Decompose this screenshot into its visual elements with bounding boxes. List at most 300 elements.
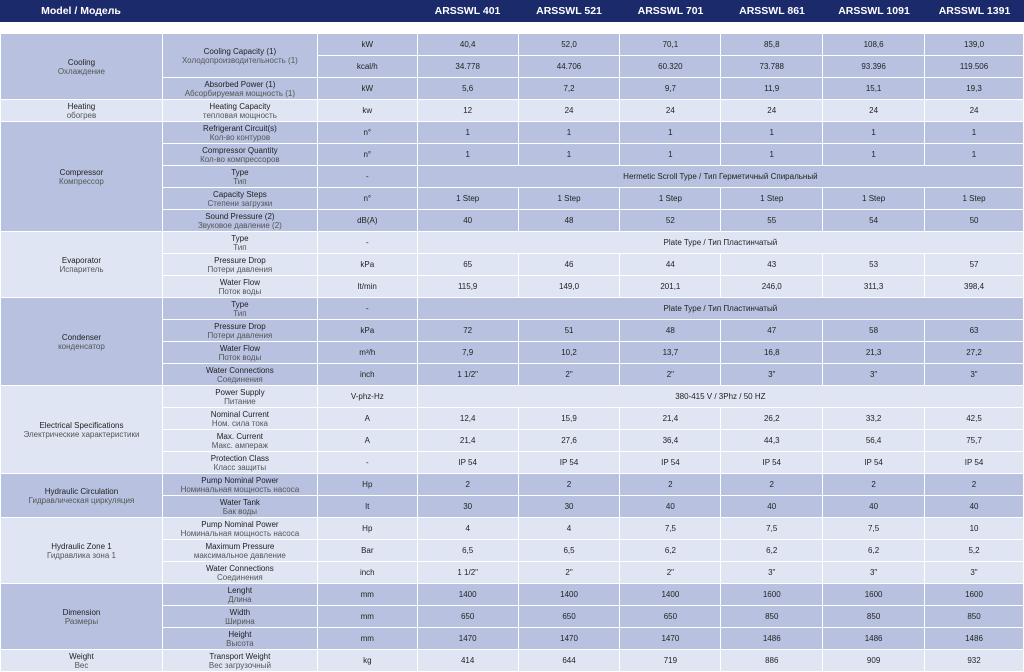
model-name: ARSSWL 1091 [838, 5, 910, 17]
value-cell: 7,9 [417, 342, 518, 364]
unit-cell: kPa [317, 320, 417, 342]
group-label-en: Hydraulic Zone 1 [51, 541, 112, 551]
value-cell: 12,4 [417, 408, 518, 430]
value-cell: 85,8 [721, 34, 823, 56]
value-cell: 10 [925, 518, 1024, 540]
unit-cell: Hp [317, 474, 417, 496]
value-cell: 1 [417, 122, 518, 144]
param-label-ru: максимальное давление [193, 550, 286, 560]
unit-cell: m³/h [317, 342, 417, 364]
value-cell: 40 [925, 496, 1024, 518]
param-label-ru: Кол-во контуров [209, 132, 271, 142]
param-label-en: Cooling Capacity (1) [203, 46, 277, 56]
value-cell: 27,2 [925, 342, 1024, 364]
value-cell: 72 [417, 320, 518, 342]
param-label-en: Water Tank [219, 497, 260, 507]
unit-cell: inch [317, 364, 417, 386]
value-cell: 4 [417, 518, 518, 540]
param-label [162, 232, 317, 254]
param-label-en: Heating Capacity [209, 101, 271, 111]
param-label [162, 276, 317, 298]
value-cell: 1 1/2" [417, 364, 518, 386]
param-label [162, 452, 317, 474]
param-label [162, 166, 317, 188]
value-cell: 2" [518, 562, 620, 584]
value-cell: 1 [925, 144, 1024, 166]
unit-cell: A [317, 430, 417, 452]
param-label-en: Type [231, 167, 249, 177]
param-label-ru: Ширина [225, 616, 255, 626]
value-cell: 201,1 [620, 276, 721, 298]
value-cell: 40 [417, 210, 518, 232]
unit-cell: V-phz-Hz [317, 386, 417, 408]
value-cell: 1400 [620, 584, 721, 606]
value-cell: 139,0 [925, 34, 1024, 56]
unit-cell: kg [317, 650, 417, 672]
value-cell: 2 [823, 474, 925, 496]
value-cell: 932 [925, 650, 1024, 672]
unit-cell: lt/min [317, 276, 417, 298]
unit-cell: mm [317, 584, 417, 606]
value-cell: 10,2 [518, 342, 620, 364]
unit-cell: - [317, 232, 417, 254]
header-spacer [0, 22, 1024, 33]
group-label-en: Condenser [61, 332, 102, 342]
value-cell: 6,5 [518, 540, 620, 562]
value-cell: 58 [823, 320, 925, 342]
param-label-en: Transport Weight [209, 651, 271, 661]
value-cell: 650 [417, 606, 518, 628]
value-cell: 2 [620, 474, 721, 496]
value-cell: 1600 [721, 584, 823, 606]
group-label-ru: Испаритель [59, 264, 104, 274]
param-label-ru: Бак воды [222, 506, 258, 516]
merged-value-cell: Hermetic Scroll Type / Тип Герметичный Спиральный [417, 166, 1023, 188]
value-cell: 46 [518, 254, 620, 276]
param-label [162, 518, 317, 540]
value-cell: 63 [925, 320, 1024, 342]
value-cell: 6,2 [620, 540, 721, 562]
value-cell: 1 Step [721, 188, 823, 210]
table-row [1, 518, 1024, 540]
param-label-en: Maximum Pressure [205, 541, 275, 551]
param-label-en: Water Connections [206, 563, 274, 573]
param-label [162, 364, 317, 386]
unit-cell: mm [317, 628, 417, 650]
unit-cell: dB(A) [317, 210, 417, 232]
table-row [1, 122, 1024, 144]
value-cell: 47 [721, 320, 823, 342]
unit-cell: - [317, 298, 417, 320]
param-label-ru: Абсорбируемая мощность (1) [184, 88, 296, 98]
value-cell: 19,3 [925, 78, 1024, 100]
value-cell: 42,5 [925, 408, 1024, 430]
group-label [1, 474, 163, 518]
table-header [0, 0, 1024, 22]
group-label-en: Hydraulic Circulation [44, 486, 119, 496]
value-cell: 93.396 [823, 56, 925, 78]
param-label-en: Capacity Steps [212, 189, 267, 199]
value-cell: 40 [620, 496, 721, 518]
value-cell: 1 [823, 144, 925, 166]
param-label-ru: Степени загрузки [207, 198, 273, 208]
param-label [162, 562, 317, 584]
param-label-ru: Кол-во компрессоров [200, 154, 280, 164]
param-label [162, 628, 317, 650]
param-label-ru: Номинальная мощность насоса [180, 528, 300, 538]
param-label-en: Pressure Drop [214, 321, 266, 331]
value-cell: 850 [823, 606, 925, 628]
value-cell: 73.788 [721, 56, 823, 78]
value-cell: 1 [925, 122, 1024, 144]
value-cell: 1 [417, 144, 518, 166]
group-label [1, 584, 163, 650]
param-label-en: Type [231, 299, 249, 309]
value-cell: 1470 [518, 628, 620, 650]
value-cell: 414 [417, 650, 518, 672]
param-label [162, 540, 317, 562]
group-label [1, 100, 163, 122]
value-cell: 1486 [925, 628, 1024, 650]
value-cell: 24 [925, 100, 1024, 122]
param-label [162, 474, 317, 496]
value-cell: IP 54 [823, 452, 925, 474]
param-label-ru: Номинальная мощность насоса [180, 484, 300, 494]
group-label-en: Heating [67, 101, 96, 111]
group-label [1, 298, 163, 386]
value-cell: 60.320 [620, 56, 721, 78]
group-label-ru: Электрические характеристики [23, 429, 140, 439]
param-label-en: Protection Class [210, 453, 270, 463]
value-cell: 311,3 [823, 276, 925, 298]
value-cell: 1 Step [518, 188, 620, 210]
value-cell: 52,0 [518, 34, 620, 56]
param-label-en: Height [228, 629, 252, 639]
unit-cell: kW [317, 78, 417, 100]
model-label: Model / Модель [41, 5, 121, 17]
value-cell: 1 [518, 144, 620, 166]
value-cell: 40,4 [417, 34, 518, 56]
value-cell: 2 [925, 474, 1024, 496]
param-label [162, 254, 317, 276]
value-cell: 12 [417, 100, 518, 122]
value-cell: 6,2 [721, 540, 823, 562]
value-cell: 21,4 [417, 430, 518, 452]
value-cell: 16,8 [721, 342, 823, 364]
value-cell: IP 54 [417, 452, 518, 474]
param-label-en: Width [229, 607, 251, 617]
value-cell: 650 [620, 606, 721, 628]
value-cell: 51 [518, 320, 620, 342]
group-label-ru: обогрев [66, 110, 97, 120]
model-name: ARSSWL 701 [637, 5, 704, 17]
value-cell: 3" [823, 364, 925, 386]
value-cell: 1 Step [620, 188, 721, 210]
value-cell: 54 [823, 210, 925, 232]
param-label-ru: Макс. ампераж [211, 440, 268, 450]
value-cell: 2 [518, 474, 620, 496]
value-cell: 7,2 [518, 78, 620, 100]
param-label-ru: тепловая мощность [202, 110, 277, 120]
value-cell: IP 54 [721, 452, 823, 474]
param-label [162, 342, 317, 364]
value-cell: 1400 [417, 584, 518, 606]
group-label-en: Cooling [67, 57, 96, 67]
group-label-en: Compressor [59, 167, 104, 177]
value-cell: 13,7 [620, 342, 721, 364]
value-cell: 1 [823, 122, 925, 144]
table-row [1, 232, 1024, 254]
param-label-en: Compressor Quantity [202, 145, 278, 155]
value-cell: 4 [518, 518, 620, 540]
group-label-ru: Гидравлическая циркуляция [28, 495, 135, 505]
param-label-en: Absorbed Power (1) [204, 79, 276, 89]
value-cell: 3" [721, 562, 823, 584]
value-cell: 36,4 [620, 430, 721, 452]
value-cell: 44,3 [721, 430, 823, 452]
merged-value-cell: Plate Type / Тип Пластинчатый [417, 298, 1023, 320]
value-cell: 30 [417, 496, 518, 518]
merged-value-cell: 380-415 V / 3Phz / 50 HZ [417, 386, 1023, 408]
value-cell: 44.706 [518, 56, 620, 78]
param-label-en: Nominal Current [210, 409, 270, 419]
value-cell: 719 [620, 650, 721, 672]
value-cell: 246,0 [721, 276, 823, 298]
param-label-en: Pump Nominal Power [201, 519, 279, 529]
value-cell: 56,4 [823, 430, 925, 452]
param-label-ru: Потери давления [207, 264, 273, 274]
unit-cell: n° [317, 144, 417, 166]
value-cell: 5,2 [925, 540, 1024, 562]
value-cell: 1 Step [925, 188, 1024, 210]
value-cell: 52 [620, 210, 721, 232]
model-name: ARSSWL 1391 [938, 5, 1011, 17]
param-label [162, 386, 317, 408]
value-cell: 27,6 [518, 430, 620, 452]
value-cell: 119.506 [925, 56, 1024, 78]
spec-table [0, 33, 1024, 672]
value-cell: 909 [823, 650, 925, 672]
unit-cell: Hp [317, 518, 417, 540]
param-label-ru: Класс защиты [213, 462, 267, 472]
param-label-ru: Вес загрузочный [208, 660, 271, 670]
value-cell: 1 Step [823, 188, 925, 210]
value-cell: 115,9 [417, 276, 518, 298]
group-label-ru: Гидравлика зона 1 [46, 550, 116, 560]
value-cell: 34.778 [417, 56, 518, 78]
param-label [162, 650, 317, 672]
param-label [162, 298, 317, 320]
unit-cell: n° [317, 188, 417, 210]
unit-cell: Bar [317, 540, 417, 562]
group-label [1, 34, 163, 100]
table-row [1, 474, 1024, 496]
value-cell: 24 [620, 100, 721, 122]
param-label-ru: Ном. сила тока [211, 418, 268, 428]
value-cell: 3" [925, 364, 1024, 386]
unit-cell: mm [317, 606, 417, 628]
param-label-en: Sound Pressure (2) [205, 211, 275, 221]
value-cell: 1 [620, 144, 721, 166]
model-name: ARSSWL 401 [434, 5, 501, 17]
value-cell: 3" [721, 364, 823, 386]
value-cell: 43 [721, 254, 823, 276]
param-label [162, 496, 317, 518]
param-label-ru: Тип [233, 176, 247, 186]
value-cell: 149,0 [518, 276, 620, 298]
group-label-ru: Вес [74, 660, 89, 670]
value-cell: 33,2 [823, 408, 925, 430]
param-label-en: Refrigerant Circuit(s) [202, 123, 277, 133]
value-cell: 15,9 [518, 408, 620, 430]
param-label-ru: Длина [228, 594, 252, 604]
param-label [162, 584, 317, 606]
value-cell: IP 54 [620, 452, 721, 474]
param-label [162, 144, 317, 166]
param-label-en: Type [231, 233, 249, 243]
unit-cell: inch [317, 562, 417, 584]
value-cell: 7,5 [721, 518, 823, 540]
unit-cell: - [317, 452, 417, 474]
value-cell: IP 54 [925, 452, 1024, 474]
param-label-en: Water Connections [206, 365, 274, 375]
param-label-ru: Тип [233, 308, 247, 318]
value-cell: 7,5 [823, 518, 925, 540]
table-row [1, 298, 1024, 320]
param-label-en: Max. Current [216, 431, 263, 441]
value-cell: 644 [518, 650, 620, 672]
unit-cell: kW [317, 34, 417, 56]
value-cell: 2 [721, 474, 823, 496]
value-cell: 850 [721, 606, 823, 628]
value-cell: 1 1/2" [417, 562, 518, 584]
unit-cell: kPa [317, 254, 417, 276]
value-cell: 1486 [721, 628, 823, 650]
value-cell: 1 [518, 122, 620, 144]
group-label-ru: конденсатор [58, 341, 105, 351]
unit-cell: - [317, 166, 417, 188]
value-cell: 108,6 [823, 34, 925, 56]
value-cell: 75,7 [925, 430, 1024, 452]
value-cell: 1 Step [417, 188, 518, 210]
value-cell: IP 54 [518, 452, 620, 474]
table-row [1, 34, 1024, 56]
value-cell: 40 [823, 496, 925, 518]
value-cell: 9,7 [620, 78, 721, 100]
param-label [162, 430, 317, 452]
param-label-ru: Тип [233, 242, 247, 252]
table-row [1, 584, 1024, 606]
param-label [162, 122, 317, 144]
value-cell: 48 [518, 210, 620, 232]
value-cell: 5,6 [417, 78, 518, 100]
value-cell: 1600 [823, 584, 925, 606]
value-cell: 40 [721, 496, 823, 518]
param-label-ru: Поток воды [218, 352, 262, 362]
value-cell: 3" [925, 562, 1024, 584]
param-label-en: Pressure Drop [214, 255, 266, 265]
value-cell: 55 [721, 210, 823, 232]
value-cell: 2" [620, 364, 721, 386]
param-label [162, 34, 317, 78]
value-cell: 1486 [823, 628, 925, 650]
group-label [1, 518, 163, 584]
value-cell: 650 [518, 606, 620, 628]
param-label-en: Power Supply [215, 387, 265, 397]
group-label-en: Dimension [62, 607, 101, 617]
value-cell: 21,4 [620, 408, 721, 430]
group-label-en: Evaporator [61, 255, 102, 265]
param-label-en: Water Flow [219, 343, 260, 353]
value-cell: 886 [721, 650, 823, 672]
value-cell: 398,4 [925, 276, 1024, 298]
value-cell: 850 [925, 606, 1024, 628]
value-cell: 1 [620, 122, 721, 144]
unit-cell: kcal/h [317, 56, 417, 78]
param-label-ru: Соединения [217, 374, 263, 384]
value-cell: 15,1 [823, 78, 925, 100]
param-label-ru: Соединения [217, 572, 263, 582]
value-cell: 24 [721, 100, 823, 122]
value-cell: 2" [620, 562, 721, 584]
group-label-ru: Охлаждение [57, 66, 105, 76]
group-label [1, 122, 163, 232]
value-cell: 3" [823, 562, 925, 584]
param-label [162, 210, 317, 232]
group-label-en: Weight [69, 651, 94, 661]
table-row [1, 386, 1024, 408]
group-label-ru: Компрессор [59, 176, 104, 186]
group-label [1, 386, 163, 474]
value-cell: 2 [417, 474, 518, 496]
unit-cell: lt [317, 496, 417, 518]
group-label [1, 650, 163, 672]
param-label [162, 408, 317, 430]
param-label-en: Water Flow [219, 277, 260, 287]
param-label [162, 78, 317, 100]
value-cell: 26,2 [721, 408, 823, 430]
param-label-ru: Потери давления [207, 330, 273, 340]
unit-cell: A [317, 408, 417, 430]
value-cell: 50 [925, 210, 1024, 232]
value-cell: 11,9 [721, 78, 823, 100]
group-label [1, 232, 163, 298]
value-cell: 24 [518, 100, 620, 122]
value-cell: 53 [823, 254, 925, 276]
value-cell: 30 [518, 496, 620, 518]
value-cell: 57 [925, 254, 1024, 276]
value-cell: 7,5 [620, 518, 721, 540]
param-label [162, 188, 317, 210]
param-label-ru: Поток воды [218, 286, 262, 296]
value-cell: 6,2 [823, 540, 925, 562]
group-label-en: Electrical Specifications [39, 420, 124, 430]
value-cell: 70,1 [620, 34, 721, 56]
param-label-ru: Холодопроизводительность (1) [181, 55, 298, 65]
value-cell: 1600 [925, 584, 1024, 606]
param-label-ru: Питание [224, 396, 256, 406]
value-cell: 1 [721, 122, 823, 144]
model-name: ARSSWL 521 [536, 5, 602, 17]
value-cell: 48 [620, 320, 721, 342]
value-cell: 1 [721, 144, 823, 166]
value-cell: 1470 [620, 628, 721, 650]
unit-cell: n° [317, 122, 417, 144]
group-label-ru: Размеры [64, 616, 99, 626]
param-label-ru: Звуковое давление (2) [197, 220, 282, 230]
value-cell: 2" [518, 364, 620, 386]
value-cell: 65 [417, 254, 518, 276]
